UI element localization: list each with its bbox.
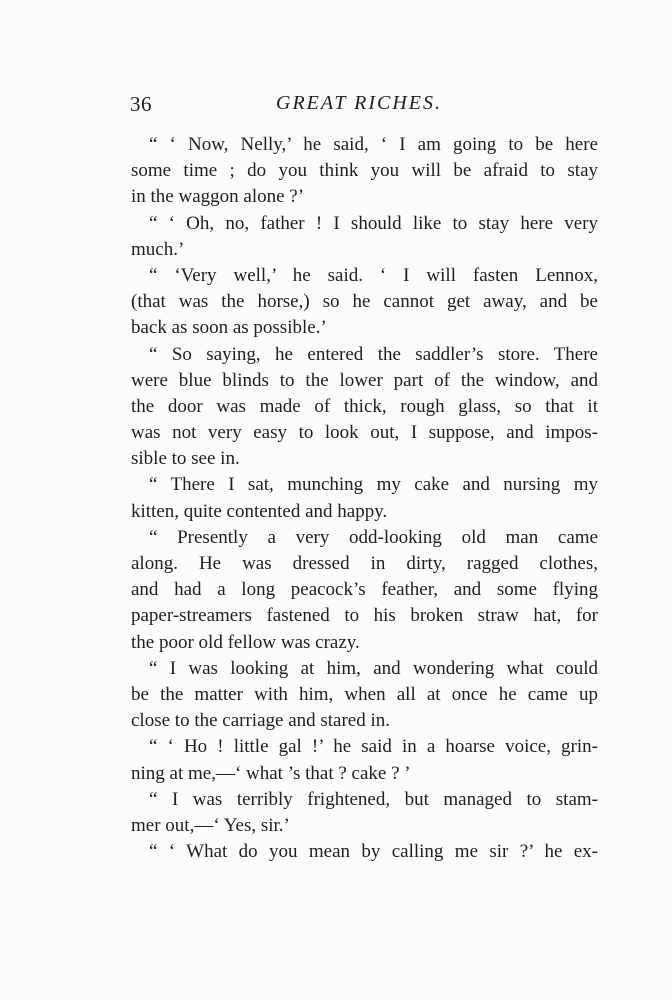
- text-line: was not very easy to look out, I suppose, and impos-: [131, 422, 598, 444]
- text-line: “ ‘ Now, Nelly,’ he said, ‘ I am going to be here: [149, 134, 598, 155]
- body-text: [131, 132, 598, 865]
- page-number: 36: [130, 92, 152, 116]
- text-line: “ ‘ Oh, no, father ! I should like to stay here very: [149, 212, 598, 234]
- text-line: “ ‘Very well,’ he said. ‘ I will fasten Lennox,: [149, 264, 598, 286]
- text-line: “ ‘ What do you mean by calling me sir ?’ he ex-: [149, 841, 598, 863]
- text-line: the door was made of thick, rough glass, so that it: [131, 395, 598, 417]
- text-line: the poor old fellow was crazy.: [131, 631, 360, 653]
- text-line: “ I was terribly frightened, but managed to stam-: [149, 788, 598, 810]
- text-line: back as soon as possible.’: [131, 317, 327, 339]
- text-line: “ So saying, he entered the saddler’s store. There: [149, 343, 598, 365]
- paragraph: [131, 525, 598, 656]
- paragraph: [131, 263, 598, 342]
- text-line: kitten, quite contented and happy.: [131, 500, 388, 522]
- paragraph: [131, 839, 598, 865]
- text-line: “ There I sat, munching my cake and nursing my: [149, 474, 598, 496]
- text-line: “ ‘ Ho ! little gal !’ he said in a hoarse voice, grin-: [149, 736, 598, 758]
- text-line: “ I was looking at him, and wondering what could: [149, 657, 598, 679]
- text-line: were blue blinds to the lower part of the window, and: [131, 369, 598, 391]
- text-line: much.’: [131, 238, 185, 260]
- text-line: along. He was dressed in dirty, ragged clothes,: [131, 553, 598, 574]
- text-line: (that was the horse,) so he cannot get away, and be: [131, 291, 598, 313]
- paragraph: [131, 787, 598, 839]
- text-line: close to the carriage and stared in.: [131, 710, 391, 732]
- text-line: be the matter with him, when all at once he came up: [131, 683, 598, 705]
- paragraph: [131, 472, 598, 524]
- running-title: GREAT RICHES.: [276, 92, 442, 114]
- text-line: sible to see in.: [131, 448, 240, 470]
- paragraph: [131, 211, 598, 263]
- paragraph: [131, 734, 598, 786]
- paragraph: [131, 132, 598, 211]
- text-line: in the waggon alone ?’: [131, 186, 305, 208]
- text-line: mer out,—‘ Yes, sir.’: [131, 814, 290, 836]
- paragraph: [131, 342, 598, 473]
- text-line: paper-streamers fastened to his broken straw hat, for: [131, 605, 598, 627]
- text-line: some time ; do you think you will be afraid to stay: [131, 160, 598, 182]
- running-head: [130, 92, 600, 122]
- text-line: “ Presently a very odd-looking old man came: [149, 526, 598, 548]
- text-line: ning at me,—‘ what ’s that ? cake ? ’: [131, 762, 411, 784]
- paragraph: [131, 656, 598, 735]
- text-line: and had a long peacock’s feather, and some flying: [131, 579, 598, 601]
